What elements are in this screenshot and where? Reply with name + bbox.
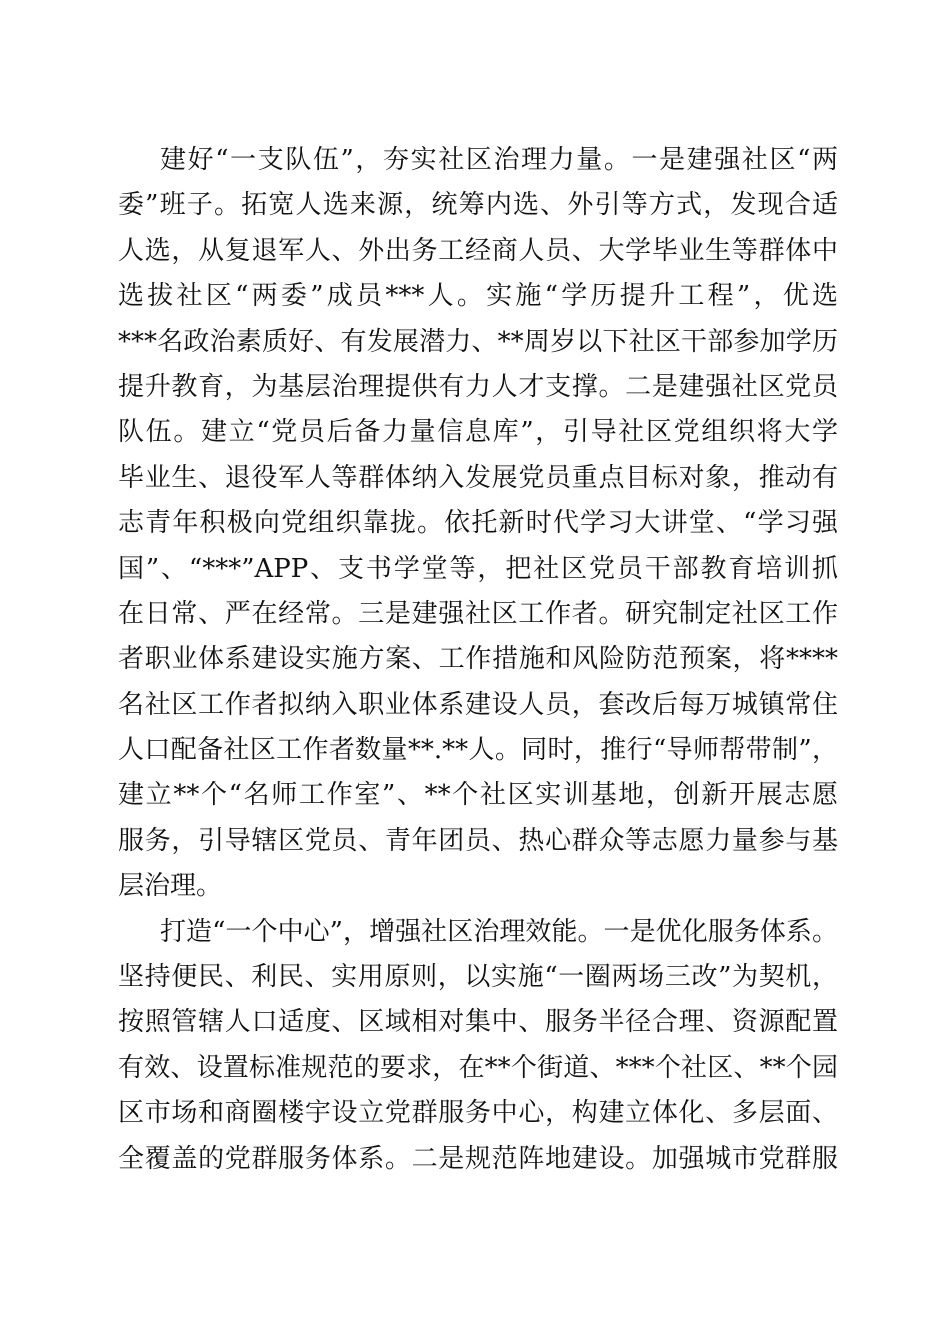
paragraph-center [118, 910, 838, 1182]
document-body [118, 138, 838, 1182]
text-line: 坚持便民、利民、实用原则，以实施“一圈两场三改”为契机， [118, 962, 838, 993]
text-line: 在日常、严在经常。三是建强社区工作者。研究制定社区工作 [118, 598, 838, 629]
paragraph-team [118, 138, 838, 910]
text-line: 名社区工作者拟纳入职业体系建设人员，套改后每万城镇常住 [118, 689, 838, 720]
text-line: 志青年积极向党组织靠拢。依托新时代学习大讲堂、“学习强 [118, 508, 838, 539]
text-line: 服务，引导辖区党员、青年团员、热心群众等志愿力量参与基 [118, 825, 838, 856]
text-line: 国”、“***”APP、支书学堂等，把社区党员干部教育培训抓 [118, 553, 838, 584]
text-line: ***名政治素质好、有发展潜力、**周岁以下社区干部参加学历 [118, 326, 838, 357]
text-line: 建立**个“名师工作室”、**个社区实训基地，创新开展志愿 [118, 780, 838, 811]
text-line: 毕业生、退役军人等群体纳入发展党员重点目标对象，推动有 [118, 462, 838, 493]
text-line: 人口配备社区工作者数量**.**人。同时，推行“导师帮带制”， [118, 735, 838, 766]
text-line: 者职业体系建设实施方案、工作措施和风险防范预案，将**** [118, 644, 838, 675]
text-line: 委”班子。拓宽人选来源，统筹内选、外引等方式，发现合适 [118, 190, 838, 221]
text-line: 选拔社区“两委”成员***人。实施“学历提升工程”，优选 [118, 281, 838, 312]
text-line: 人选，从复退军人、外出务工经商人员、大学毕业生等群体中 [118, 235, 838, 266]
text-line: 按照管辖人口适度、区域相对集中、服务半径合理、资源配置 [118, 1007, 838, 1038]
text-line: 区市场和商圈楼宇设立党群服务中心，构建立体化、多层面、 [118, 1098, 838, 1129]
text-line: 有效、设置标准规范的要求，在**个街道、***个社区、**个园 [118, 1052, 838, 1083]
text-line: 打造“一个中心”，增强社区治理效能。一是优化服务体系。 [160, 916, 838, 947]
text-line: 队伍。建立“党员后备力量信息库”，引导社区党组织将大学 [118, 417, 838, 448]
text-line: 层治理。 [118, 871, 223, 902]
text-line: 建好“一支队伍”，夯实社区治理力量。一是建强社区“两 [160, 145, 838, 175]
text-line: 提升教育，为基层治理提供有力人才支撑。二是建强社区党员 [118, 371, 838, 402]
text-line: 全覆盖的党群服务体系。二是规范阵地建设。加强城市党群服 [118, 1143, 838, 1174]
